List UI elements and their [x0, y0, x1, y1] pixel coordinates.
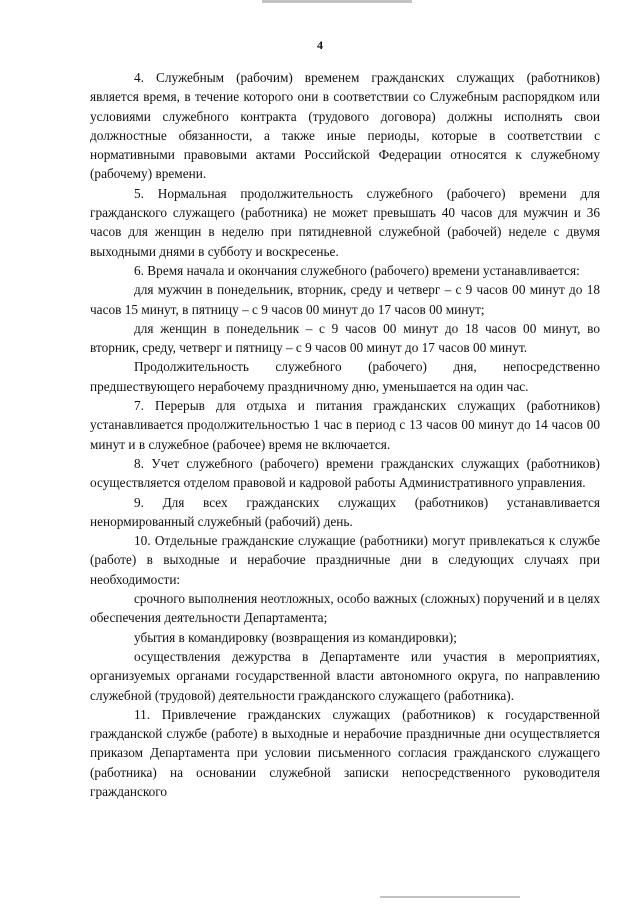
paragraph-5: 5. Нормальная продолжительность служебного (рабочего) времени для гражданского служащего (работника) не может превышать 40 часов для мужчин и 36 часов для женщин в неделю при пятидневной служебной (рабочей) неделе с двумя выходными днями в субботу и воскресенье.: [90, 185, 600, 259]
paragraph-7: 7. Перерыв для отдыха и питания гражданских служащих (работников) устанавливается продолжительностью 1 час в период с 13 часов 00 минут до 14 часов 00 минут и в служебное (рабочее) время не включается.: [90, 398, 600, 452]
paragraph-10: 10. Отдельные гражданские служащие (работники) могут привлекаться к службе (работе) в выходные и нерабочие праздничные дни в следующих случаях при необходимости:: [90, 533, 600, 587]
paragraph-4: 4. Служебным (рабочим) временем гражданских служащих (работников) является время, в течение которого они в соответствии со Служебным распорядком или условиями служебного контракта (трудового договора) должны исполнять свои должностные обязанности, а также иные периоды, которые в соответствии с нормативными правовыми актами Российской Федерации относятся к служебному (рабочему) времени.: [90, 70, 600, 182]
paragraph-11: 11. Привлечение гражданских служащих (работников) к государственной гражданской службе (работе) в выходные и нерабочие праздничные дни осуществляется приказом Департамента при условии письменного согласия гражданского служащего (работника) на основании служебной записки непосредственного руководителя гражданского: [90, 706, 600, 799]
paragraph-6: 6. Время начала и окончания служебного (рабочего) времени устанавливается:: [134, 262, 580, 278]
scan-artifact-top: [262, 0, 412, 3]
paragraph-6-women: для женщин в понедельник – с 9 часов 00 минут до 18 часов 00 минут, во вторник, среду, четверг и пятницу – с 9 часов 00 минут до 17 часов 00 минут.: [90, 320, 600, 356]
paragraph-8: 8. Учет служебного (рабочего) времени гражданских служащих (работников) осуществляется отделом правовой и кадровой работы Административного управления.: [90, 455, 600, 491]
paragraph-10-urgent: срочного выполнения неотложных, особо важных (сложных) поручений и в целях обеспечения деятельности Департамента;: [90, 591, 600, 626]
paragraph-10-duty: осуществления дежурства в Департаменте или участия в мероприятиях, организуемых органами государственной власти автономного округа, по направлению служебной (трудовой) деятельности гражданского служащего (работника).: [90, 648, 600, 703]
page-number: 4: [317, 38, 323, 52]
paragraph-6-men: для мужчин в понедельник, вторник, среду и четверг – с 9 часов 00 минут до 18 часов 15 минут, в пятницу – с 9 часов 00 минут до 17 часов 00 минут;: [90, 282, 600, 317]
paragraph-pre-holiday: Продолжительность служебного (рабочего) дня, непосредственно предшествующего нерабочему праздничному дню, уменьшается на один час.: [90, 359, 600, 394]
scan-artifact-bottom: [380, 896, 520, 898]
document-body: [90, 68, 600, 801]
paragraph-10-trip: убытия в командировку (возвращения из командировки);: [134, 629, 457, 645]
paragraph-9: 9. Для всех гражданских служащих (работников) устанавливается ненормированный служебный (рабочий) день.: [90, 494, 600, 529]
